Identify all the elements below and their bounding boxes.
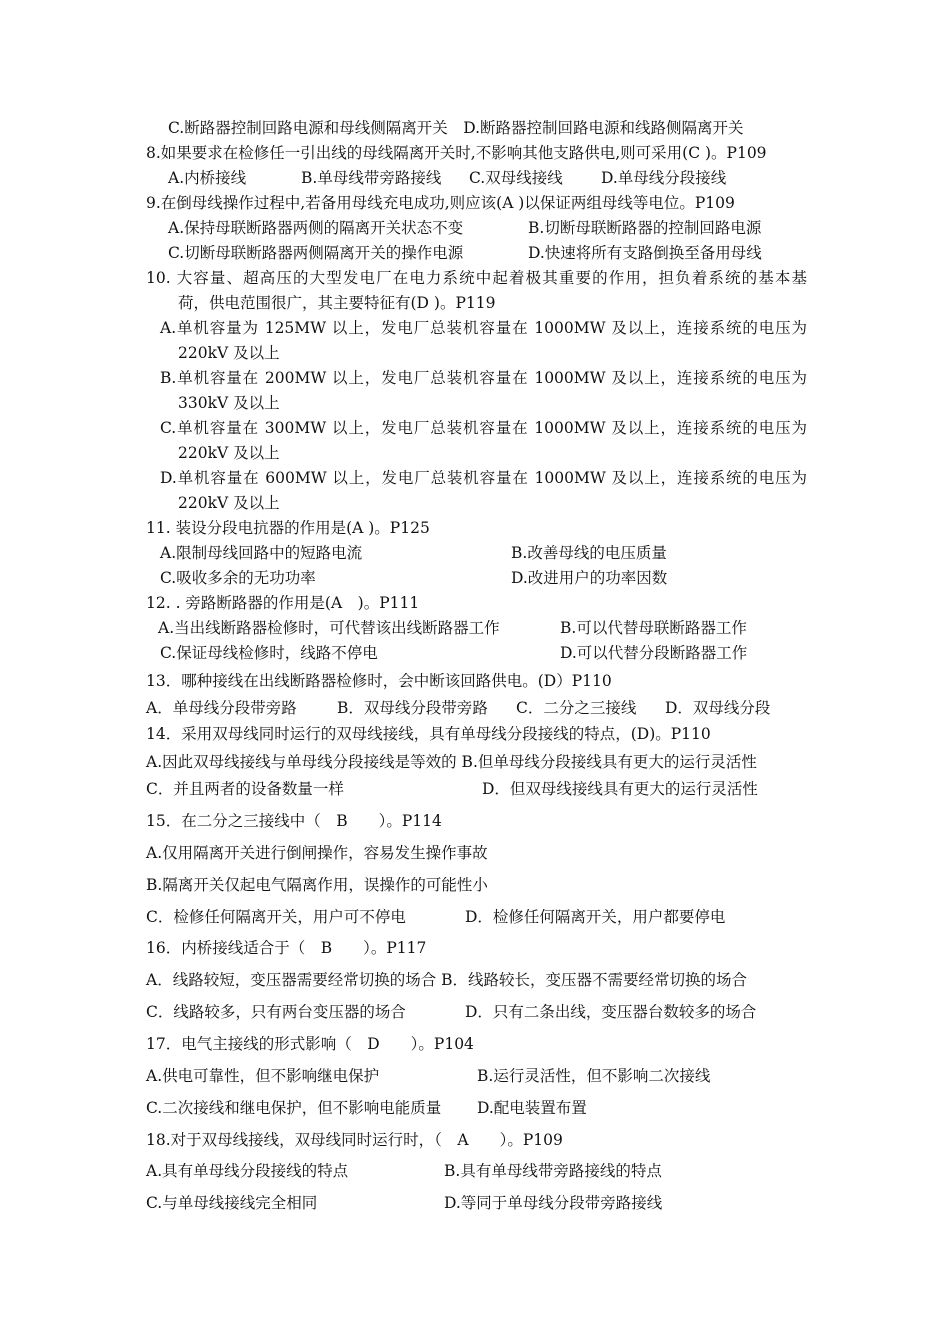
q10-option-b-cont: 330kV 及以上 <box>178 394 280 412</box>
q15-option-d: D．检修任何隔离开关，用户都要停电 <box>465 908 726 926</box>
q10-option-a-cont: 220kV 及以上 <box>178 344 280 362</box>
q10-option-d-cont: 220kV 及以上 <box>178 494 280 512</box>
q10-option-d: D.单机容量在 600MW 以上，发电厂总装机容量在 1000MW 及以上，连接系统的电压为 <box>160 469 807 487</box>
q13-stem: 13．哪种接线在出线断路器检修时，会中断该回路供电。(D）P110 <box>146 672 612 690</box>
q17-option-d: D.配电装置布置 <box>477 1099 587 1117</box>
q10-option-a: A.单机容量为 125MW 以上，发电厂总装机容量在 1000MW 及以上，连接系统的电压为 <box>160 319 807 337</box>
q14-stem: 14．采用双母线同时运行的双母线接线，具有单母线分段接线的特点，(D)。P110 <box>146 725 711 743</box>
q18-option-d: D.等同于单母线分段带旁路接线 <box>444 1194 663 1212</box>
q15-option-b: B.隔离开关仅起电气隔离作用，误操作的可能性小 <box>146 876 488 894</box>
q11-option-a: A.限制母线回路中的短路电流 <box>160 544 363 562</box>
q18-option-a: A.具有单母线分段接线的特点 <box>146 1162 349 1180</box>
q11-stem: 11. 装设分段电抗器的作用是(A )。P125 <box>146 519 430 537</box>
q12-option-d: D.可以代替分段断路器工作 <box>560 644 748 662</box>
q10-option-c: C.单机容量在 300MW 以上，发电厂总装机容量在 1000MW 及以上，连接系统的电压为 <box>160 419 807 437</box>
q9-option-d: D.快速将所有支路倒换至备用母线 <box>528 244 762 262</box>
q10-option-c-cont: 220kV 及以上 <box>178 444 280 462</box>
q16-option-c: C．线路较多，只有两台变压器的场合 <box>146 1003 406 1021</box>
q11-option-b: B.改善母线的电压质量 <box>511 544 667 562</box>
q10-stem-cont: 荷，供电范围很广，其主要特征有(D )。P119 <box>178 294 496 312</box>
q15-stem: 15．在二分之三接线中（ B ）。P114 <box>146 812 442 830</box>
q10-option-b: B.单机容量在 200MW 以上，发电厂总装机容量在 1000MW 及以上，连接系统的电压为 <box>160 369 807 387</box>
q8-option-c: C.双母线接线 <box>469 169 563 187</box>
q12-option-a: A.当出线断路器检修时，可代替该出线断路器工作 <box>158 619 500 637</box>
q15-option-c: C．检修任何隔离开关，用户可不停电 <box>146 908 406 926</box>
q18-option-c: C.与单母线接线完全相同 <box>146 1194 318 1212</box>
q13-option-b: B．双母线分段带旁路 <box>337 699 488 717</box>
q8-option-a: A.内桥接线 <box>168 169 247 187</box>
q12-option-c: C.保证母线检修时，线路不停电 <box>160 644 378 662</box>
q14-option-c: C．并且两者的设备数量一样 <box>146 780 344 798</box>
q10-stem: 10. 大容量、超高压的大型发电厂在电力系统中起着极其重要的作用，担负着系统的基本基 <box>146 269 807 287</box>
q8-option-b: B.单母线带旁路接线 <box>301 169 442 187</box>
q9-stem: 9.在倒母线操作过程中,若备用母线充电成功,则应该(A )以保证两组母线等电位。P109 <box>146 194 735 212</box>
q16-options-ab: A．线路较短，变压器需要经常切换的场合 B．线路较长，变压器不需要经常切换的场合 <box>146 971 748 989</box>
q12-option-b: B.可以代替母联断路器工作 <box>560 619 747 637</box>
q17-stem: 17．电气主接线的形式影响（ D ）。P104 <box>146 1035 474 1053</box>
q13-option-c: C．二分之三接线 <box>516 699 637 717</box>
q12-stem: 12. . 旁路断路器的作用是(A )。P111 <box>146 594 420 612</box>
q14-option-d: D．但双母线接线具有更大的运行灵活性 <box>482 780 758 798</box>
q14-options-ab: A.因此双母线接线与单母线分段接线是等效的 B.但单母线分段接线具有更大的运行灵活性 <box>146 753 757 771</box>
q9-option-a: A.保持母联断路器两侧的隔离开关状态不变 <box>168 219 464 237</box>
q17-option-c: C.二次接线和继电保护，但不影响电能质量 <box>146 1099 442 1117</box>
q13-option-a: A．单母线分段带旁路 <box>146 699 297 717</box>
q9-option-c: C.切断母联断路器两侧隔离开关的操作电源 <box>168 244 464 262</box>
q9-option-b: B.切断母联断路器的控制回路电源 <box>528 219 762 237</box>
q16-option-d: D．只有二条出线，变压器台数较多的场合 <box>465 1003 757 1021</box>
q11-option-d: D.改进用户的功率因数 <box>511 569 668 587</box>
q17-option-b: B.运行灵活性，但不影响二次接线 <box>477 1067 711 1085</box>
q16-stem: 16．内桥接线适合于（ B ）。P117 <box>146 939 427 957</box>
q11-option-c: C.吸收多余的无功功率 <box>160 569 316 587</box>
q17-option-a: A.供电可靠性，但不影响继电保护 <box>146 1067 380 1085</box>
q8-option-d: D.单母线分段接线 <box>601 169 727 187</box>
q15-option-a: A.仅用隔离开关进行倒闸操作，容易发生操作事故 <box>146 844 488 862</box>
q18-stem: 18.对于双母线接线，双母线同时运行时，（ A ）。P109 <box>146 1131 563 1149</box>
q18-option-b: B.具有单母线带旁路接线的特点 <box>444 1162 662 1180</box>
q8-stem: 8.如果要求在检修任一引出线的母线隔离开关时,不影响其他支路供电,则可采用(C )。P109 <box>146 144 767 162</box>
q13-option-d: D．双母线分段 <box>665 699 771 717</box>
q7-options-cd: C.断路器控制回路电源和母线侧隔离开关 D.断路器控制回路电源和线路侧隔离开关 <box>168 119 744 137</box>
